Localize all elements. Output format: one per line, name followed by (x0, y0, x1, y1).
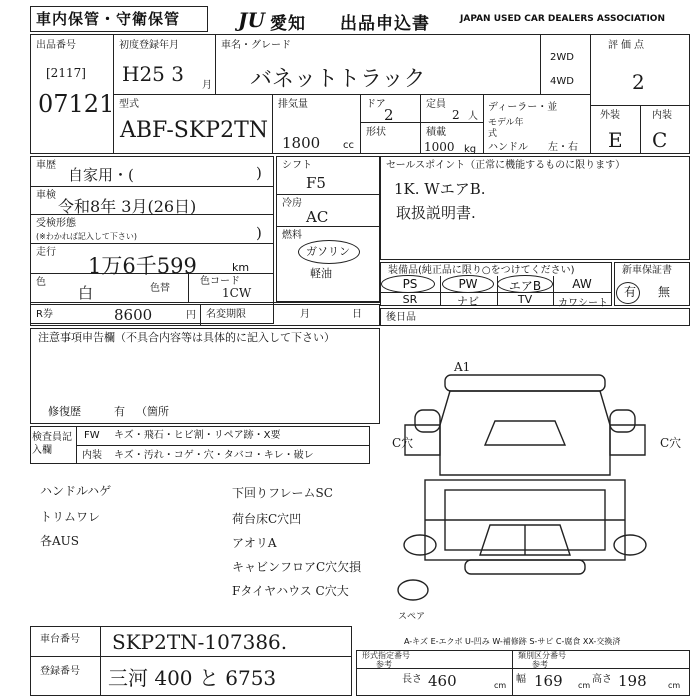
org-english: JAPAN USED CAR DEALERS ASSOCIATION (460, 14, 665, 24)
warranty-no: 無 (658, 285, 671, 299)
displacement-value: 1800 (282, 134, 321, 152)
first-reg-value: H25 3 (122, 62, 184, 86)
inspector-interior: 内装 (82, 450, 102, 461)
repair-label: 修復歴 (48, 405, 81, 418)
displacement-unit: cc (343, 140, 354, 151)
handle-options: 左・右 (548, 142, 578, 153)
remark-bed-floor: 荷台床C穴凹 (232, 512, 302, 526)
damage-legend: A-キズ E-エクボ U-凹み W-補修跡 S-サビ C-腐食 XX-交換済 (404, 637, 621, 646)
equip-ps-circle (381, 275, 435, 293)
class-ref-label: 参考 (532, 660, 548, 669)
form-title: 出品申込書 (340, 14, 430, 34)
vehicle-name-label: 車名・グレード (221, 40, 291, 51)
chassis-label: 車台番号 (40, 634, 80, 645)
equip-pw-circle (442, 275, 494, 293)
first-reg-label: 初度登録年月 (119, 40, 179, 51)
fuel-gasoline: ガソリン (306, 245, 350, 258)
height-value: 198 (618, 672, 647, 690)
remark-trim-crack: トリムワレ (40, 510, 101, 524)
notes-label: 注意事項申告欄（不具合内容等は具体的に記入して下さい） (38, 331, 335, 344)
lot-sub-number: [2117] (46, 66, 86, 80)
ju-logo: JU (238, 8, 265, 32)
history-close: ) (256, 164, 262, 182)
equip-navi: ナビ (457, 295, 479, 308)
displacement-label: 排気量 (278, 99, 308, 110)
width-label: 幅 (516, 674, 526, 685)
history-label: 車歴 (36, 160, 56, 171)
drive-4wd: 4WD (550, 76, 574, 87)
length-label: 長さ (402, 674, 422, 685)
drive-2wd: 2WD (550, 52, 574, 63)
class-number-label: 類別区分番号 (518, 651, 566, 660)
selling-points-line2: 取扱説明書. (396, 204, 476, 222)
shape-label: 形状 (366, 127, 386, 138)
recycle-label: R券 (36, 309, 53, 320)
name-change-label: 名変期限 (206, 309, 246, 320)
name-change-month: 月 (300, 309, 310, 320)
interior-label: 内装 (652, 110, 672, 121)
color-value: 白 (78, 284, 94, 302)
month-suffix: 月 (202, 80, 212, 91)
color-code-label: 色コード (200, 276, 240, 287)
rating-value: 2 (632, 70, 645, 94)
lot-label: 出品番号 (36, 40, 76, 51)
handle-label: ハンドル (488, 142, 528, 153)
diagram-left-label: C穴 (392, 436, 414, 450)
plate-label: 登録番号 (40, 666, 80, 677)
door-value: 2 (384, 106, 394, 124)
selling-points-label: セールスポイント（正常に機能するものに限ります） (386, 160, 626, 171)
mileage-value: 1万6千599 (88, 254, 197, 278)
fuel-label: 燃料 (282, 230, 302, 241)
mileage-unit: km (232, 261, 250, 274)
dealer-label: ディーラー・並 (488, 102, 558, 113)
equip-sr: SR (402, 293, 418, 306)
exterior-value: E (608, 128, 623, 152)
aircon-value: AC (306, 208, 329, 226)
org-name: 愛知 (270, 14, 306, 34)
width-unit: cm (578, 681, 591, 690)
model-value: ABF-SKP2TN (120, 118, 268, 143)
equip-tv: TV (517, 293, 533, 306)
mileage-label: 走行 (36, 247, 56, 258)
interior-value: C (652, 128, 668, 152)
height-unit: cm (668, 681, 681, 690)
remark-underbody: 下回りフレームSC (232, 486, 333, 500)
load-unit: kg (464, 144, 477, 155)
name-change-day: 日 (352, 309, 362, 320)
history-value: 自家用・( (68, 166, 134, 184)
model-label: 型式 (119, 99, 139, 110)
equip-airbag-circle (497, 275, 553, 293)
remark-cabin-floor: キャビンフロアC穴欠損 (232, 560, 362, 574)
recycle-block (30, 304, 380, 326)
spec-ref-label: 参考 (376, 660, 392, 669)
color-trim-label: 色替 (150, 283, 170, 294)
warranty-yes-circle (616, 282, 640, 304)
equip-aw: AW (572, 277, 592, 291)
repair-value: 有 (114, 405, 125, 418)
spec-number-label: 形式指定番号 (362, 651, 410, 660)
later-docs-label: 後日品 (386, 312, 416, 323)
remark-handle-wear: ハンドルハゲ (40, 484, 112, 498)
shift-value: F5 (306, 174, 326, 192)
capacity-value: 2 (452, 108, 460, 122)
load-value: 1000 (424, 140, 455, 154)
shift-block (276, 156, 380, 302)
equip-pw: PW (458, 277, 478, 291)
spare-label: スペア (398, 612, 426, 622)
form-type-close: ) (256, 224, 262, 242)
diagram-front-label: A1 (454, 360, 471, 374)
shift-label: シフト (282, 160, 312, 171)
selling-points-line1: 1K. WエアB. (394, 180, 486, 198)
inspector-label: 検査員記入欄 (32, 432, 72, 456)
door-label: ドア (366, 99, 386, 110)
equip-airbag: エアB (508, 279, 542, 293)
lot-number: 07121 (38, 90, 115, 118)
spare-tire (398, 580, 428, 600)
warranty-label: 新車保証書 (622, 265, 672, 276)
inspection-label: 車検 (36, 190, 56, 201)
rating-label: 評価点 (608, 40, 647, 51)
diagram-right-label: C穴 (660, 436, 682, 450)
height-label: 高さ (592, 674, 612, 685)
equip-ps: PS (402, 277, 418, 291)
fuel-diesel: 軽油 (310, 267, 332, 280)
capacity-unit: 人 (468, 111, 478, 122)
chassis-value: SKP2TN-107386. (112, 630, 288, 654)
equipment-label: 装備品(純正品に限り○をつけてください) (388, 265, 575, 276)
remark-tailgate: アオリA (232, 536, 277, 550)
repair-place: （箇所 (136, 405, 169, 418)
later-docs-block (380, 308, 690, 326)
equip-leather-seat: カワシート (558, 298, 608, 309)
form-type-label: 受検形態 (36, 218, 76, 229)
inspection-value: 令和8年 3月(26日) (58, 197, 197, 216)
storage-label: 車内保管・守衛保管 (36, 10, 181, 28)
vehicle-damage-diagram (395, 355, 695, 615)
remark-each-aus: 各AUS (40, 534, 80, 548)
recycle-value: 8600 (114, 306, 153, 324)
color-code-value: 1CW (222, 286, 252, 300)
inspector-fw: FW (84, 430, 100, 441)
warranty-yes: 有 (624, 285, 637, 299)
model-year-label: モデル年式 (488, 118, 524, 139)
recycle-unit: 円 (186, 310, 196, 321)
load-label: 積載 (426, 127, 446, 138)
inspector-interior-items: キズ・汚れ・コゲ・穴・タバコ・キレ・破レ (114, 450, 314, 461)
length-unit: cm (494, 681, 507, 690)
form-type-note: (※わかれば記入して下さい) (36, 232, 137, 241)
remark-f-tire-house: Fタイヤハウス C穴大 (232, 584, 349, 598)
capacity-label: 定員 (426, 99, 446, 110)
plate-value: 三河 400 と 6753 (108, 666, 277, 690)
aircon-label: 冷房 (282, 198, 302, 209)
color-label: 色 (36, 277, 46, 288)
length-value: 460 (428, 672, 457, 690)
exterior-label: 外装 (600, 110, 620, 121)
width-value: 169 (534, 672, 563, 690)
inspector-fw-items: キズ・飛石・ヒビ割・リペア跡・X要 (114, 430, 281, 441)
vehicle-name-value: バネットトラック (250, 67, 426, 92)
